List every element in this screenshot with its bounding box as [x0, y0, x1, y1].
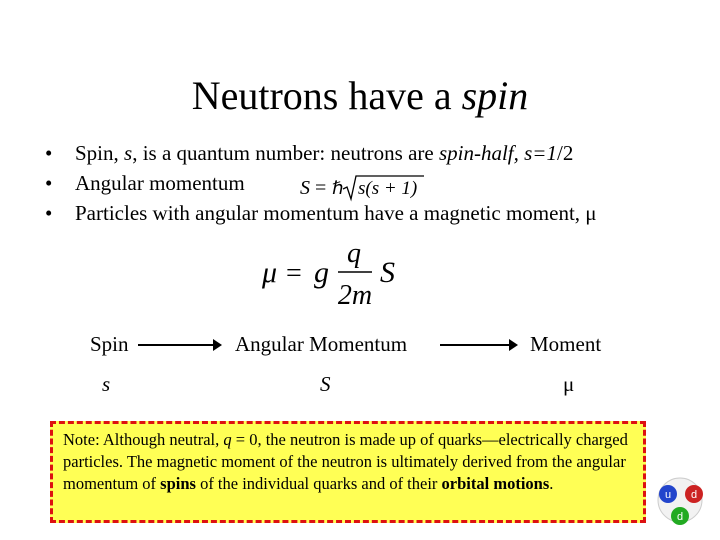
bullet-text: , is a quantum number: neutrons are — [132, 141, 439, 165]
quark-neutron-icon — [656, 474, 710, 530]
note-q: q — [223, 430, 232, 449]
flow-label-moment: Moment — [530, 332, 602, 356]
eq-equals: = — [315, 177, 327, 199]
note-bold-spins: spins — [160, 474, 196, 493]
quark-u-label: u — [664, 489, 672, 501]
note-bold-orbital: orbital motions — [441, 474, 550, 493]
bullet-text: /2 — [556, 141, 574, 165]
eq-S: S — [380, 256, 395, 289]
eq-equals: = — [286, 258, 302, 289]
note-box — [50, 421, 646, 523]
bullet-spin — [45, 138, 715, 168]
slide-title — [0, 72, 720, 119]
eq-hbar: ℏ — [332, 178, 344, 198]
note-text: . — [549, 474, 554, 493]
arrow-angular-to-moment — [440, 344, 516, 346]
flow-label-angular-momentum: Angular Momentum — [235, 332, 408, 356]
note-text: = 0, the neutron is made up of quarks—electrically charged particles. The magnetic moment of the neutron is ultimately derived from the angular momentum of — [63, 430, 628, 493]
quark-d1-label: d — [690, 489, 698, 501]
bullet-text: Spin, — [75, 141, 125, 165]
eq-radicand: s(s + 1) — [358, 178, 418, 199]
symbol-mu: μ — [563, 372, 575, 396]
symbol-s: s — [102, 372, 111, 396]
eq-g: g — [314, 256, 329, 289]
note-text: of the individual quarks and of their — [195, 474, 442, 493]
flow-label-spin: Spin — [90, 332, 129, 356]
bullet-italic: spin-half, s=1 — [438, 141, 557, 165]
note-text: Note: Although neutral, — [63, 430, 224, 449]
eq-denominator: 2m — [337, 280, 373, 308]
eq-mu: μ — [262, 256, 278, 289]
angular-momentum-equation — [300, 173, 440, 203]
bullet-text: Particles with angular momentum have a magnetic moment, μ — [75, 201, 597, 225]
bullet-dot: • — [45, 141, 53, 165]
symbol-S: S — [320, 372, 331, 396]
magnetic-moment-equation — [262, 238, 422, 308]
eq-numerator: q — [347, 238, 361, 269]
bullet-italic: s — [124, 141, 133, 165]
quark-d2-label: d — [676, 511, 684, 523]
bullet-dot: • — [45, 201, 53, 225]
bullet-dot: • — [45, 171, 53, 195]
bullet-text: Angular momentum — [75, 171, 245, 195]
eq-lhs: S — [300, 177, 310, 199]
title-italic: spin — [461, 73, 529, 118]
title-text: Neutrons have a — [191, 73, 462, 118]
arrow-spin-to-angular — [138, 344, 220, 346]
